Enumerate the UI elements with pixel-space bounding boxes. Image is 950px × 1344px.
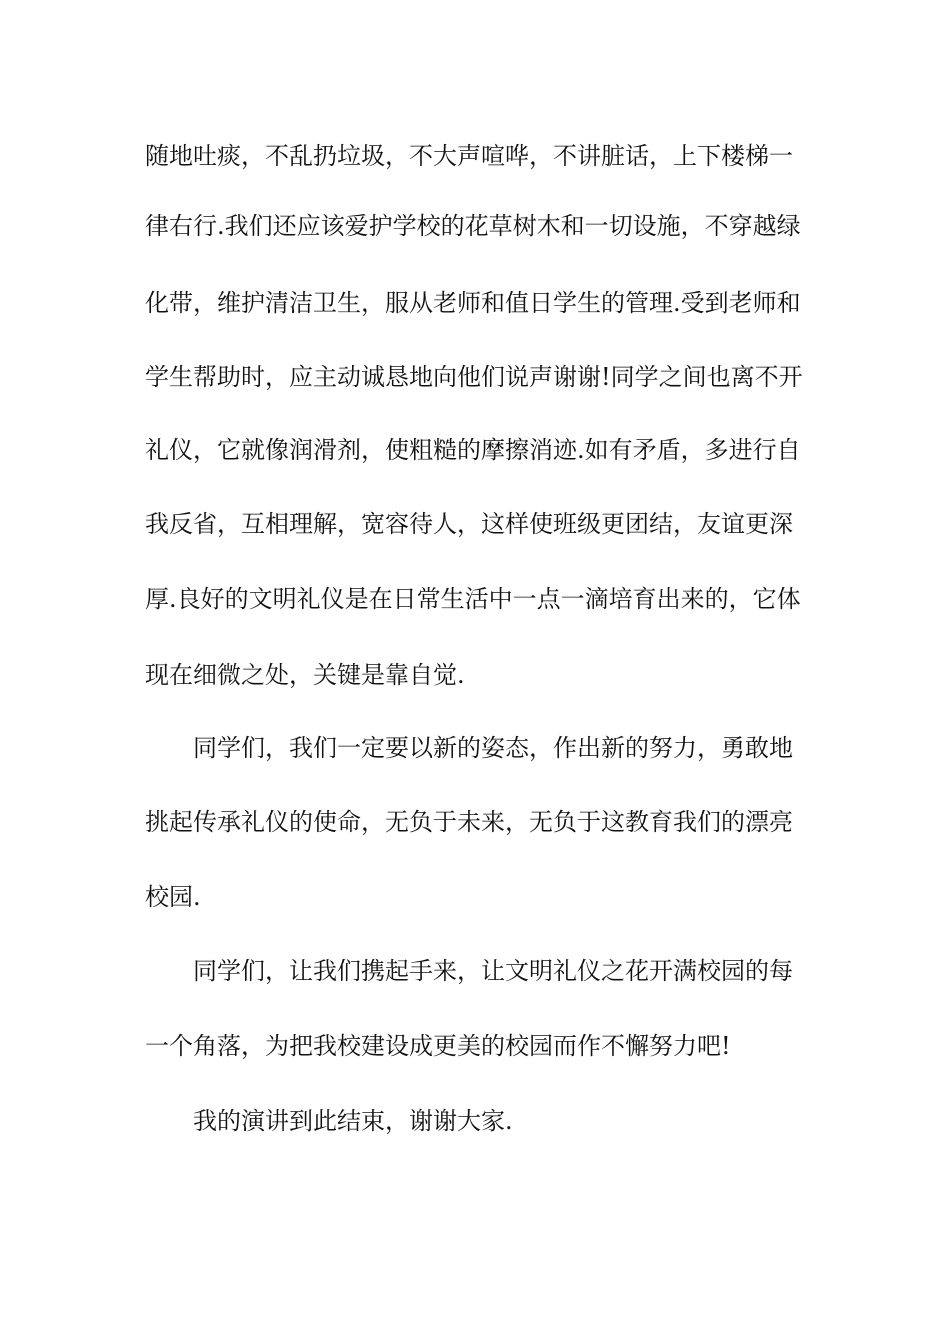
text-line: 厚.良好的文明礼仪是在日常生活中一点一滴培育出来的，它体 (145, 585, 801, 613)
text-line: 我反省，互相理解，宽容待人，这样使班级更团结，友谊更深 (145, 510, 793, 538)
text-line: 律右行.我们还应该爱护学校的花草树木和一切设施，不穿越绿 (145, 212, 801, 240)
text-line: 现在细微之处，关键是靠自觉. (145, 661, 465, 689)
text-line: 挑起传承礼仪的使命，无负于未来，无负于这教育我们的漂亮 (145, 808, 793, 836)
closing-line: 我的演讲到此结束，谢谢大家. (193, 1107, 513, 1135)
text-line: 学生帮助时，应主动诚恳地向他们说声谢谢!同学之间也离不开 (145, 363, 803, 391)
text-line: 随地吐痰，不乱扔垃圾，不大声喧哗，不讲脏话，上下楼梯一 (145, 142, 793, 170)
text-line: 校园. (145, 883, 201, 911)
paragraph-start-line: 同学们，让我们携起手来，让文明礼仪之花开满校园的每 (193, 957, 793, 985)
text-line: 一个角落，为把我校建设成更美的校园而作不懈努力吧! (145, 1032, 731, 1060)
text-line: 礼仪，它就像润滑剂，使粗糙的摩擦消迹.如有矛盾，多进行自 (145, 436, 801, 464)
paragraph-start-line: 同学们，我们一定要以新的姿态，作出新的努力，勇敢地 (193, 734, 793, 762)
text-line: 化带，维护清洁卫生，服从老师和值日学生的管理.受到老师和 (145, 289, 801, 317)
